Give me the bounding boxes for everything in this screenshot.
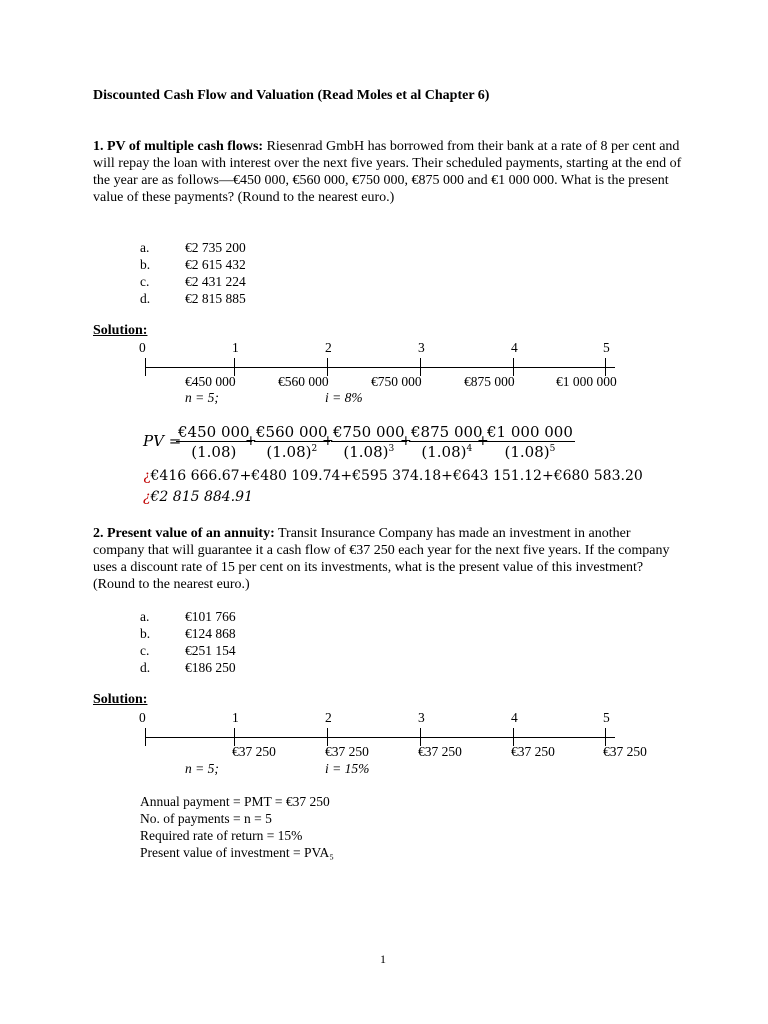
timeline-axis	[145, 367, 615, 368]
question-2-heading: 2. Present value of an annuity:	[93, 526, 275, 541]
option-letter: c.	[140, 274, 150, 289]
equals-mark: ¿	[143, 489, 151, 505]
q2-option-d	[140, 659, 236, 676]
q2-cash-flow-2: €37 250	[325, 744, 369, 759]
option-value: €2 735 200	[185, 240, 246, 255]
option-letter: c.	[140, 643, 150, 658]
q1-cash-flow-4: €875 000	[464, 374, 515, 389]
pv-fraction-4	[409, 423, 485, 461]
timeline-tick	[145, 358, 146, 376]
timeline-tick	[145, 728, 146, 746]
q2-n-label: n = 5;	[185, 761, 219, 776]
page-title: Discounted Cash Flow and Valuation (Read Moles et al Chapter 6)	[93, 88, 490, 103]
fraction-numerator: €750 000	[333, 423, 405, 441]
option-letter: a.	[140, 609, 150, 624]
pv-fraction-5	[485, 423, 575, 461]
option-value: €2 615 432	[185, 257, 246, 272]
pv-fraction-3	[331, 423, 407, 461]
pv-label: PV =	[143, 432, 182, 450]
q1-cash-flow-5: €1 000 000	[556, 374, 617, 389]
question-1	[93, 138, 683, 206]
q1-timeline	[145, 356, 615, 376]
question-2-text: Transit Insurance Company has made an investment in another company that will guarantee it a cash flow of €37 250 each year for the next five years. If the company uses a discount rate of 15 per cent on its investments, what is the present value of this investment? (Round to the nearest euro.)	[93, 526, 670, 592]
q1-option-d	[140, 290, 246, 307]
option-value: €124 868	[185, 626, 236, 641]
q2-year-2: 2	[325, 710, 332, 725]
q2-i-label: i = 15%	[325, 761, 370, 776]
q2-year-1: 1	[232, 710, 239, 725]
q2-option-a	[140, 608, 236, 625]
q1-option-b	[140, 256, 246, 273]
fraction-numerator: €1 000 000	[487, 423, 573, 441]
option-value: €2 431 224	[185, 274, 246, 289]
q1-option-c	[140, 273, 246, 290]
fraction-denominator: $(1.08)^3$	[343, 443, 395, 461]
pv-terms: €416 666.67+€480 109.74+€595 374.18+€643 151.12+€680 583.20	[150, 468, 643, 484]
pv-result: €2 815 884.91	[150, 489, 253, 505]
q1-year-0: 0	[139, 340, 146, 355]
page-number: 1	[380, 952, 386, 966]
question-1-heading: 1. PV of multiple cash flows:	[93, 139, 264, 154]
q2-line-pv: Present value of investment = PVA₅	[140, 845, 334, 860]
option-letter: b.	[140, 626, 151, 641]
pv-line-2	[143, 468, 643, 484]
q1-year-5: 5	[603, 340, 610, 355]
q2-cash-flow-4: €37 250	[511, 744, 555, 759]
option-value: €186 250	[185, 660, 236, 675]
timeline-axis	[145, 737, 615, 738]
option-letter: b.	[140, 257, 151, 272]
fraction-denominator: $(1.08)^5$	[504, 443, 556, 461]
option-value: €251 154	[185, 643, 236, 658]
question-1-text: Riesenrad GmbH has borrowed from their bank at a rate of 8 per cent and will repay the loan with interest over the next five years. Their scheduled payments, starting at the end of the year are as follows—€450 000, €560 000, €750 000, €875 000 and €1 000 000. What is the present value of these payments? (Round to the nearest euro.)	[93, 139, 682, 205]
fraction-numerator: €560 000	[256, 423, 328, 441]
pv-fraction-1	[176, 423, 252, 461]
fraction-denominator: $(1.08)^4$	[421, 443, 473, 461]
q1-solution-label: Solution:	[93, 323, 148, 338]
q2-year-3: 3	[418, 710, 425, 725]
q2-cash-flow-1: €37 250	[232, 744, 276, 759]
question-2	[93, 525, 683, 593]
q2-timeline	[145, 726, 615, 746]
q1-cash-flow-1: €450 000	[185, 374, 236, 389]
q2-option-c	[140, 642, 236, 659]
q1-year-4: 4	[511, 340, 518, 355]
q2-option-b	[140, 625, 236, 642]
q1-n-label: n = 5;	[185, 390, 219, 405]
plus-sign: +	[322, 433, 334, 449]
option-letter: a.	[140, 240, 150, 255]
q2-solution-label: Solution:	[93, 692, 148, 707]
pv-fraction-2	[254, 423, 330, 461]
q2-line-no-payments: No. of payments = n = 5	[140, 811, 272, 826]
pv-line-3	[143, 489, 253, 505]
fraction-denominator: $(1.08)^2$	[266, 443, 318, 461]
q2-year-0: 0	[139, 710, 146, 725]
q2-cash-flow-3: €37 250	[418, 744, 462, 759]
fraction-numerator: €450 000	[178, 423, 250, 441]
fraction-denominator: (1.08)	[191, 443, 237, 461]
q2-line-rate: Required rate of return = 15%	[140, 828, 303, 843]
option-value: €2 815 885	[185, 291, 246, 306]
option-value: €101 766	[185, 609, 236, 624]
q1-year-3: 3	[418, 340, 425, 355]
plus-sign: +	[400, 433, 412, 449]
option-letter: d.	[140, 291, 151, 306]
plus-sign: +	[477, 433, 489, 449]
q1-option-a	[140, 239, 246, 256]
q2-cash-flow-5: €37 250	[603, 744, 647, 759]
q2-year-5: 5	[603, 710, 610, 725]
plus-sign: +	[245, 433, 257, 449]
q1-year-2: 2	[325, 340, 332, 355]
q2-year-4: 4	[511, 710, 518, 725]
equals-mark: ¿	[143, 468, 151, 484]
q1-year-1: 1	[232, 340, 239, 355]
q1-cash-flow-2: €560 000	[278, 374, 329, 389]
q2-line-annual-payment: Annual payment = PMT = €37 250	[140, 794, 330, 809]
q1-i-label: i = 8%	[325, 390, 363, 405]
fraction-numerator: €875 000	[411, 423, 483, 441]
option-letter: d.	[140, 660, 151, 675]
q1-cash-flow-3: €750 000	[371, 374, 422, 389]
